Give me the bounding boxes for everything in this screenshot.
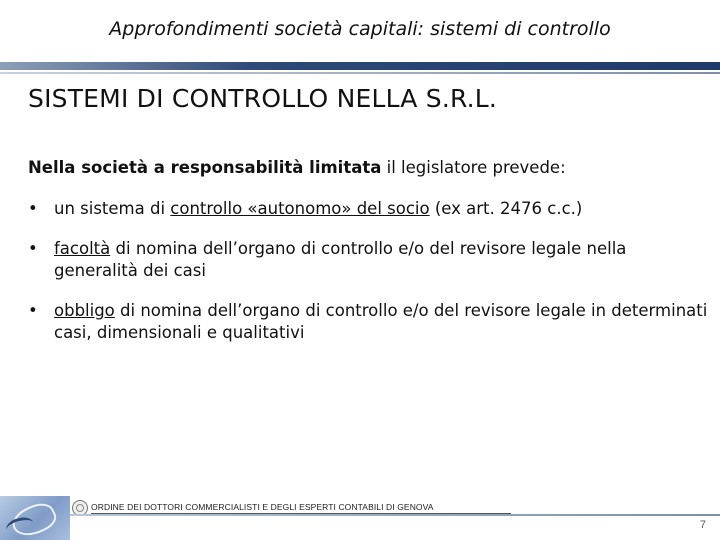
bullet-icon: • bbox=[28, 301, 38, 320]
intro-paragraph bbox=[28, 158, 708, 177]
bullet-text-underlined: facoltà bbox=[54, 239, 111, 258]
bullet-list bbox=[28, 198, 708, 362]
header-title: Approfondimenti società capitali: sistemi di controllo bbox=[109, 18, 611, 40]
footer-bar bbox=[0, 514, 720, 540]
slide-title: SISTEMI DI CONTROLLO NELLA S.R.L. bbox=[28, 84, 498, 113]
header-rule bbox=[0, 62, 720, 70]
bullet-text-post: (ex art. 2476 c.c.) bbox=[429, 199, 583, 218]
footer-organization: ORDINE DEI DOTTORI COMMERCIALISTI E DEGLI ESPERTI CONTABILI DI GENOVA bbox=[91, 502, 511, 514]
bullet-text-post: di nomina dell’organo di controllo e/o del revisore legale in determinati casi, dimensionali e qualitativi bbox=[54, 301, 708, 342]
list-item bbox=[28, 198, 708, 220]
page-number: 7 bbox=[699, 519, 706, 531]
header-rule-thin bbox=[0, 72, 720, 74]
bullet-text-post: di nomina dell’organo di controllo e/o del revisore legale nella generalità dei casi bbox=[54, 239, 627, 280]
bullet-text-pre: un sistema di bbox=[54, 199, 171, 218]
bullet-icon: • bbox=[28, 199, 38, 218]
footer-rule bbox=[70, 514, 720, 516]
intro-bold-text: Nella società a responsabilità limitata bbox=[28, 158, 382, 177]
bullet-text-underlined: obbligo bbox=[54, 301, 115, 320]
intro-rest-text: il legislatore prevede: bbox=[381, 158, 566, 177]
footer-logo bbox=[0, 496, 70, 540]
list-item bbox=[28, 300, 708, 344]
bullet-icon: • bbox=[28, 239, 38, 258]
bullet-text-underlined: controllo «autonomo» del socio bbox=[170, 199, 430, 218]
list-item bbox=[28, 238, 708, 282]
